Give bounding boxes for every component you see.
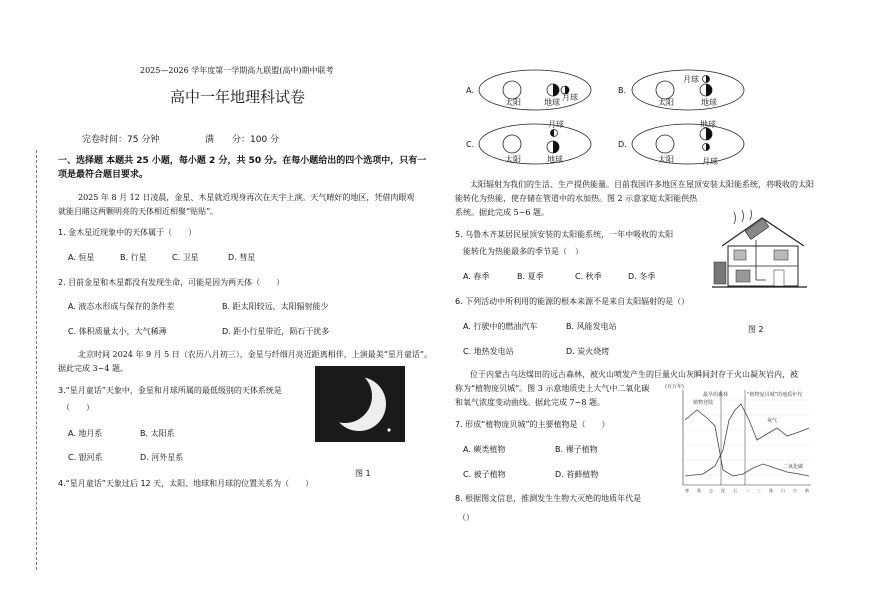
q7-option-b[interactable]: B. 裸子植物 xyxy=(555,445,598,454)
q4-b-moon-label: 月球 xyxy=(683,75,699,84)
q4-d-earth-label: 地球 xyxy=(700,120,716,129)
svg-text:三: 三 xyxy=(757,488,761,493)
crescent-moon-photo xyxy=(315,366,405,442)
intro-paragraph-1: 2025 年 8 月 12 日凌晨，金星、木星就近现身再次在天宇上演。天气晴好的地区，凭借肉眼观 xyxy=(78,193,415,202)
q4-option-a-letter[interactable]: A. xyxy=(466,86,474,95)
chart-label-co2: 二氧化碳 xyxy=(783,464,804,470)
question-6-stem: 6. 下列活动中所利用的能源的根本来源不是来自太阳辐射的是（） xyxy=(455,297,690,306)
q4-option-c-letter[interactable]: C. xyxy=(466,140,475,149)
svg-text:古: 古 xyxy=(793,488,797,493)
venus-dot xyxy=(387,428,390,431)
intro-paragraph-3: 太阳辐射为我们的生活、生产提供能量。目前我国许多地区在屋顶安装太阳能系统，将吸收的太阳 xyxy=(470,180,814,189)
question-3-stem-cont: （ ） xyxy=(62,403,94,412)
q1-option-c[interactable]: C. 卫星 xyxy=(172,253,199,262)
full-score: 满 分：100 分 xyxy=(205,135,280,145)
q7-option-d[interactable]: D. 苔藓植物 xyxy=(555,470,599,479)
q1-option-d[interactable]: D. 彗星 xyxy=(228,253,256,262)
svg-text:泥: 泥 xyxy=(721,488,725,493)
intro-paragraph-3-end: 系统。据此完成 5~6 题。 xyxy=(455,208,549,217)
co2-oxygen-chart xyxy=(663,380,813,507)
q6-option-a[interactable]: A. 行驶中的燃油汽车 xyxy=(463,322,538,331)
q3-option-a[interactable]: A. 地月系 xyxy=(68,429,103,438)
question-5-stem: 5. 乌鲁木齐某居民屋顶安装的太阳能系统，一年中吸收的太阳 xyxy=(455,230,674,239)
question-5-stem-cont: 能转化为热能最多的季节是（ ） xyxy=(463,247,583,256)
svg-text:侏: 侏 xyxy=(769,488,773,493)
q6-option-c[interactable]: C. 地热发电站 xyxy=(463,347,514,356)
q4-c-earth-label: 地球 xyxy=(547,155,563,164)
solar-house-diagram xyxy=(712,210,807,292)
question-3-stem: 3.“星月童话”天象中，金星和月球所属的最低级别的天体系统是 xyxy=(58,386,282,395)
q1-option-b[interactable]: B. 行星 xyxy=(120,253,147,262)
q4-b-sun-label: 太阳 xyxy=(658,98,674,107)
binding-margin-line xyxy=(36,150,37,570)
svg-text:白: 白 xyxy=(781,488,785,493)
q4-option-b-letter[interactable]: B. xyxy=(618,86,627,95)
exam-time: 完卷时间：75 分钟 xyxy=(82,135,160,145)
q6-option-b[interactable]: B. 风能发电站 xyxy=(566,322,617,331)
q4-d-sun-label: 太阳 xyxy=(658,155,674,164)
q3-option-c[interactable]: C. 银河系 xyxy=(68,453,103,462)
svg-text:寒: 寒 xyxy=(685,488,689,493)
svg-text:奥: 奥 xyxy=(697,488,701,493)
q2-option-d[interactable]: D. 距小行星带近，陨石干扰多 xyxy=(222,327,330,336)
question-4-stem: 4.“星月童话”天象过后 12 天，太阳、地球和月球的位置关系为（ ） xyxy=(58,479,314,488)
q3-option-b[interactable]: B. 太阳系 xyxy=(140,429,175,438)
svg-text:石: 石 xyxy=(733,488,737,493)
q4-option-d-letter[interactable]: D. xyxy=(618,140,627,149)
chart-label-oxygen: 氧气 xyxy=(767,418,778,424)
page-title: 高中一年地理科试卷 xyxy=(170,88,306,106)
question-8-stem: 8. 根据图文信息，推测发生生物大灭绝的地质年代是 xyxy=(455,494,642,503)
q7-option-a[interactable]: A. 蕨类植物 xyxy=(463,445,506,454)
question-7-stem: 7. 形成“植物庞贝城”的主要植物是（ ） xyxy=(455,420,610,429)
svg-text:志: 志 xyxy=(709,488,713,493)
intro-paragraph-4-cont: 称为“植物庞贝城”。图 3 示意地质史上大气中二氧化碳 xyxy=(455,384,650,393)
q5-option-d[interactable]: D. 冬季 xyxy=(628,272,656,281)
q5-option-a[interactable]: A. 春季 xyxy=(463,272,490,281)
chart-y-unit: (百万年) xyxy=(665,384,684,390)
figure-1-caption: 图 1 xyxy=(355,469,371,478)
q6-option-d[interactable]: D. 炭火烧烤 xyxy=(566,347,610,356)
intro-paragraph-4: 位于内蒙古乌达煤田的远古森林，被火山喷发产生的巨量火山灰瞬间封存于火山凝灰岩内，被 xyxy=(470,370,798,379)
sun-ray-icon xyxy=(734,210,752,224)
q5-option-b[interactable]: B. 夏季 xyxy=(517,272,544,281)
q4-option-d-diagram[interactable] xyxy=(630,120,750,176)
q5-option-c[interactable]: C. 秋季 xyxy=(575,272,602,281)
q4-a-moon-label: 月球 xyxy=(562,93,578,102)
svg-text:二: 二 xyxy=(745,488,749,493)
intro-paragraph-4-end: 和氧气浓度变动曲线。据此完成 7~8 题。 xyxy=(455,398,605,407)
svg-text:新: 新 xyxy=(805,488,809,493)
q7-option-c[interactable]: C. 被子植物 xyxy=(463,470,506,479)
q4-c-moon-label: 月球 xyxy=(548,120,564,129)
q4-a-sun-label: 太阳 xyxy=(505,98,521,107)
chart-label-forest: 最早的森林 xyxy=(703,392,729,398)
intro-paragraph-2-cont: 据此完成 3~4 题。 xyxy=(58,364,128,373)
intro-paragraph-3-cont: 能转化为热能，使存储在管道中的水加热。图 2 示意家庭太阳能供热 xyxy=(455,194,698,203)
section-heading-cont: 项是最符合题目要求。 xyxy=(58,170,149,180)
chart-label-land: 植物登陆 xyxy=(693,400,714,406)
q4-option-c-diagram[interactable] xyxy=(477,120,597,176)
q4-option-a-diagram[interactable] xyxy=(477,66,597,122)
crescent-moon-icon xyxy=(315,366,405,442)
q4-c-sun-label: 太阳 xyxy=(505,155,521,164)
figure-2-caption: 图 2 xyxy=(748,325,764,334)
exam-series: 2025—2026 学年度第一学期高九联盟(高中)期中联考 xyxy=(140,66,334,75)
section-heading: 一、选择题 本题共 25 小题，每小题 2 分，共 50 分。在每小题给出的四个选项中，只有一 xyxy=(58,156,427,166)
question-1-stem: 1. 金木星近现象中的天体属于（ ） xyxy=(58,228,197,237)
intro-paragraph-2: 北京时间 2024 年 9 月 5 日（农历八月初三），金星与纤细月亮近距离相伴，上演最美“星月童话”。 xyxy=(78,350,432,359)
chart-label-pompeii: “植物庞贝城”的地质年代 xyxy=(747,392,803,398)
q2-option-c[interactable]: C. 体积质量太小，大气稀薄 xyxy=(68,327,167,336)
q4-a-earth-label: 地球 xyxy=(544,98,560,107)
intro-paragraph-1-cont: 就能目睹这两颗明亮的天体相近相聚“贴贴”。 xyxy=(58,207,219,216)
q1-option-a[interactable]: A. 恒星 xyxy=(68,253,95,262)
q4-b-earth-label: 地球 xyxy=(701,98,717,107)
q3-option-d[interactable]: D. 河外星系 xyxy=(140,453,184,462)
question-2-stem: 2. 目前金星和木星都没有发现生命，可能是因为两天体（ ） xyxy=(58,278,285,287)
q2-option-b[interactable]: B. 距太阳较远，太阳辐射能少 xyxy=(222,302,329,311)
q2-option-a[interactable]: A. 液态水形成与保存的条件差 xyxy=(68,302,175,311)
question-8-stem-cont: （） xyxy=(458,513,474,522)
q4-d-moon-label: 月球 xyxy=(702,157,718,166)
